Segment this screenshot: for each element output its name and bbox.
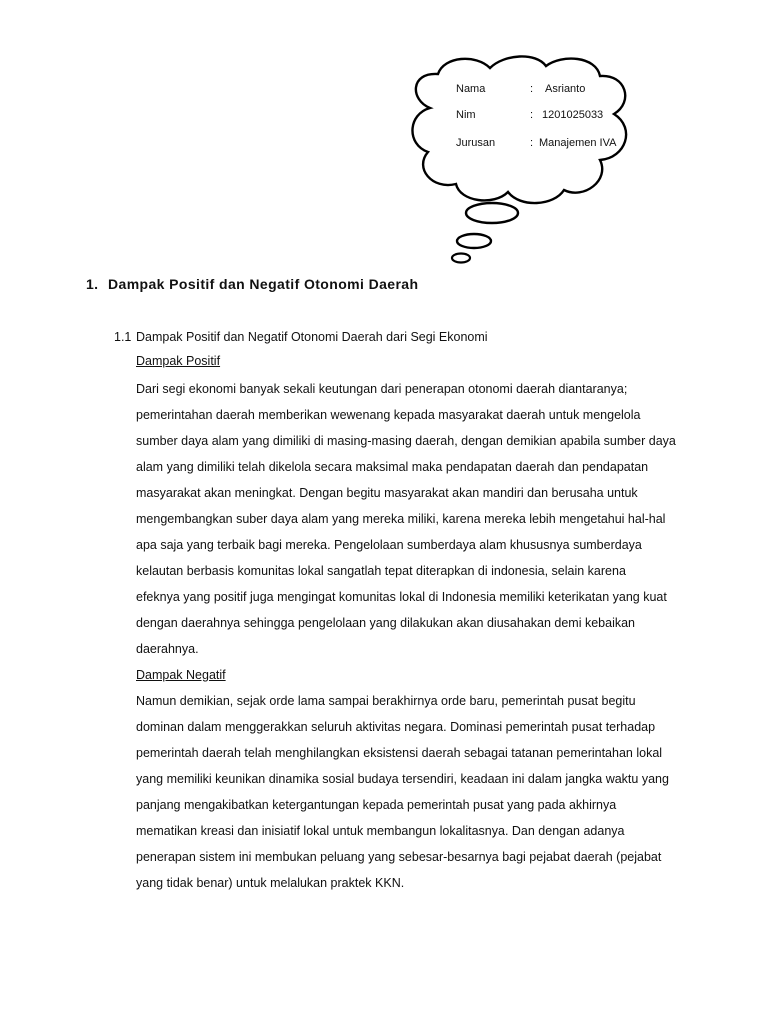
section-heading <box>86 276 418 292</box>
paragraph-line: mengembangkan suber daya alam yang mereka miliki, karena mereka lebih mengetahui hal-hal <box>136 512 666 526</box>
identity-label: Nama <box>456 83 486 95</box>
paragraph-line: pemerintah daerah telah menghilangkan eksistensi daerah sebagai tatanan pemerintahan lokal <box>136 746 663 760</box>
paragraph-line: panjang mengakibatkan ketergantungan kepada pemerintah pusat yang pada akhirnya <box>136 798 617 812</box>
subsection-heading <box>114 330 488 344</box>
identity-value: Manajemen IVA <box>539 137 617 149</box>
paragraph-line: kelautan berbasis komunitas lokal sangatlah tepat diterapkan di indonesia, selain karena <box>136 564 626 578</box>
paragraph-line: penerapan sistem ini membukan peluang yang sebesar-besarnya bagi pejabat daerah (pejabat <box>136 850 662 864</box>
identity-label: Nim <box>456 109 476 121</box>
paragraph-line: yang memiliki keunikan dinamika sosial budaya tersendiri, keadaan ini dalam jangka waktu yang <box>136 772 669 786</box>
positive-impact-paragraph <box>136 376 696 662</box>
subheading-number: 1.1 <box>114 330 132 344</box>
thought-cloud <box>400 50 640 270</box>
paragraph-line: apa saja yang terbaik bagi mereka. Pengelolaan sumberdaya alam khususnya sumberdaya <box>136 538 642 552</box>
paragraph-line: sumber daya alam yang dimiliki di masing-masing daerah, dengan demikian apabila sumber daya <box>136 434 676 448</box>
paragraph-line: alam yang dimiliki telah dikelola secara maksimal maka pendapatan daerah dan pendapatan <box>136 460 649 474</box>
negative-impact-title: Dampak Negatif <box>136 668 226 682</box>
identity-label: Jurusan <box>456 137 496 149</box>
paragraph-line: masyarakat akan meningkat. Dengan begitu masyarakat akan mandiri dan berusaha untuk <box>136 486 638 500</box>
paragraph-line: Namun demikian, sejak orde lama sampai berakhirnya orde baru, pemerintah pusat begitu <box>136 694 636 708</box>
identity-colon: : <box>530 137 534 149</box>
positive-impact-title: Dampak Positif <box>136 354 221 368</box>
paragraph-line: efeknya yang positif juga mengingat komunitas lokal di Indonesia memiliki keterikatan yang kuat <box>136 590 667 604</box>
negative-impact-paragraph <box>136 688 696 896</box>
paragraph-line: daerahnya. <box>136 642 199 656</box>
paragraph-line: yang tidak benar) untuk melalukan praktek KKN. <box>136 876 405 890</box>
identity-colon: : <box>530 83 534 95</box>
paragraph-line: Dari segi ekonomi banyak sekali keutungan dari penerapan otonomi daerah diantaranya; <box>136 382 628 396</box>
heading-text: Dampak Positif dan Negatif Otonomi Daerah <box>108 276 419 292</box>
paragraph-line: dengan daerahnya sehingga pengelolaan yang dilakukan akan diusahakan demi kebaikan <box>136 616 635 630</box>
paragraph-line: dominan dalam menggerakkan seluruh aktivitas negara. Dominasi pemerintah pusat terhadap <box>136 720 656 734</box>
identity-colon: : <box>530 109 534 121</box>
heading-number: 1. <box>86 276 99 292</box>
identity-value: Asrianto <box>545 83 586 95</box>
subheading-text: Dampak Positif dan Negatif Otonomi Daerah dari Segi Ekonomi <box>136 330 488 344</box>
identity-value: 1201025033 <box>542 109 604 121</box>
paragraph-line: pemerintahan daerah memberikan wewenang kepada masyarakat daerah untuk mengelola <box>136 408 641 422</box>
paragraph-line: mematikan kreasi dan inisiatif lokal untuk membangun lokalitasnya. Dan dengan adanya <box>136 824 625 838</box>
